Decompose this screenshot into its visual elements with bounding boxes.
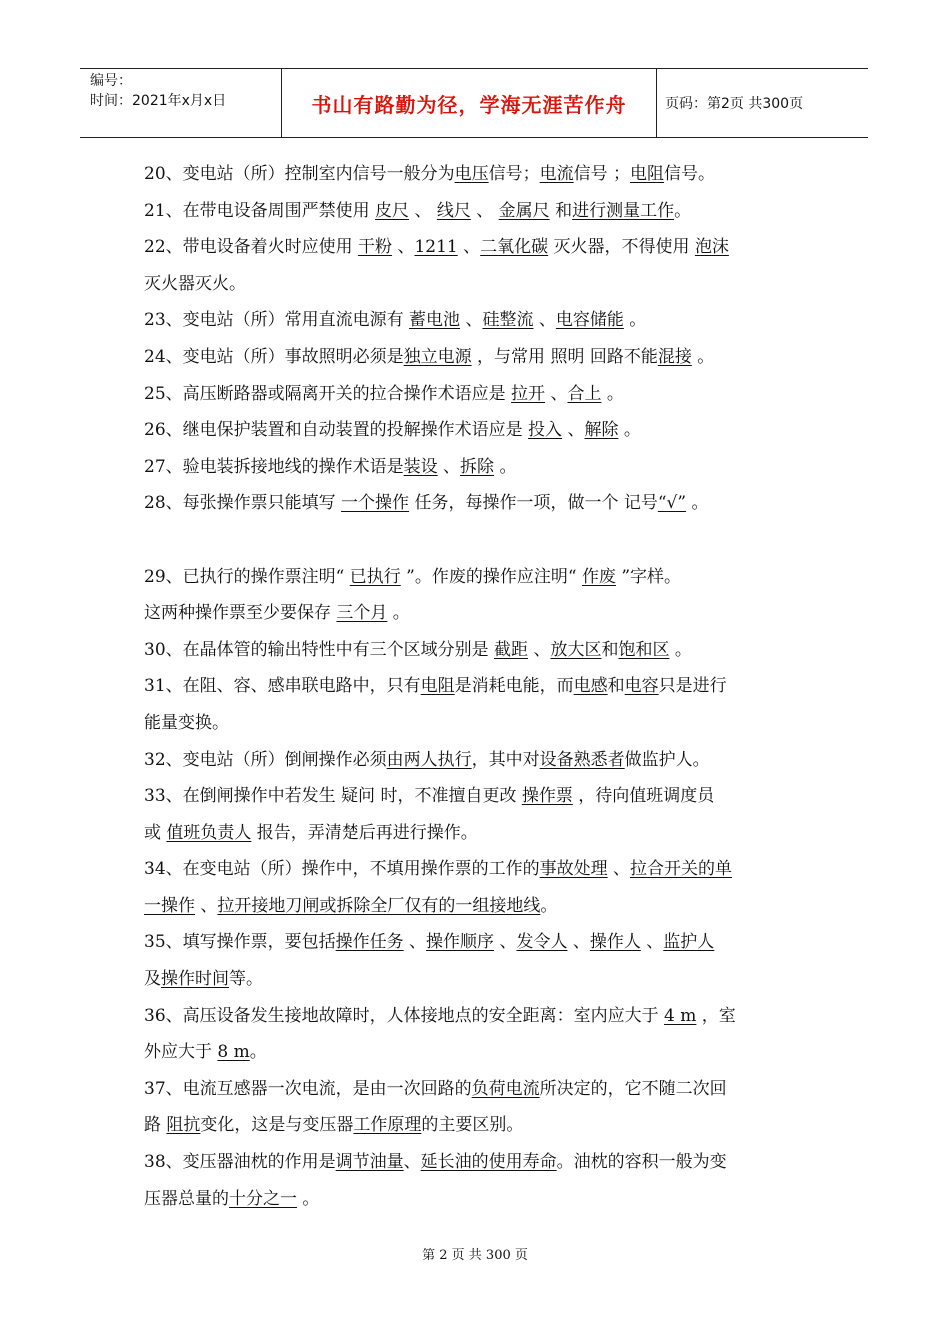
- answer-underlined: 合上: [567, 383, 602, 404]
- text-segment: 20、变电站（所）控制室内信号一般分为: [144, 164, 455, 184]
- text-line: [144, 485, 810, 522]
- answer-underlined: 饱和区: [618, 639, 670, 660]
- answer-underlined: 干粉: [358, 237, 393, 258]
- text-line: [144, 1107, 810, 1144]
- answer-underlined: 金属尺: [498, 200, 550, 221]
- text-segment: 、: [392, 237, 415, 258]
- text-segment: 29、已执行的操作票注明“: [144, 566, 350, 587]
- text-segment: 34、在变电站（所）操作中，不填用操作票的工作的: [144, 859, 540, 880]
- text-line: [144, 376, 810, 413]
- text-segment: 、: [640, 932, 664, 953]
- answer-underlined: 电压: [454, 164, 489, 184]
- text-segment: 灭火器，不得使用: [548, 237, 695, 258]
- text-segment: 和: [601, 639, 619, 660]
- answer-underlined: 工作原理: [353, 1115, 422, 1136]
- text-line: [144, 668, 810, 705]
- answer-underlined: 皮尺: [375, 200, 410, 221]
- page-footer: 第 2 页 共 300 页: [422, 1248, 528, 1263]
- text-line: [144, 193, 810, 230]
- answer-underlined: 拉合开关的单: [630, 859, 733, 880]
- text-segment: 、: [545, 383, 568, 404]
- text-segment: 21、在带电设备周围严禁使用: [144, 200, 376, 221]
- text-segment: 。油枕的容积一般为变: [556, 1152, 727, 1173]
- answer-underlined: 操作任务: [335, 932, 404, 953]
- text-segment: 能量变换。: [144, 712, 229, 733]
- text-segment: 及: [144, 969, 161, 990]
- text-segment: 等。: [229, 969, 263, 990]
- text-segment: 32、变电站（所）倒闸操作必须: [144, 749, 387, 770]
- blank-line: [144, 522, 810, 559]
- text-segment: 的主要区别。: [421, 1115, 524, 1136]
- answer-underlined: 电阻: [420, 676, 455, 697]
- text-segment: 。: [601, 383, 624, 404]
- answer-underlined: 硅整流: [482, 310, 534, 331]
- header-meta: [80, 69, 282, 137]
- answer-underlined: 解除: [584, 420, 619, 441]
- answer-underlined: 一个操作: [341, 493, 410, 514]
- text-line: [144, 778, 810, 815]
- answer-underlined: 4 m: [664, 1005, 697, 1026]
- document-body: [144, 156, 810, 1217]
- header-page-info: 页码：第2页 共300页: [665, 96, 804, 112]
- text-segment: 信号。: [664, 164, 716, 184]
- answer-underlined: 电流: [539, 164, 574, 184]
- text-segment: ”。作废的操作应注明“: [400, 566, 582, 587]
- answer-underlined: 线尺: [436, 200, 471, 221]
- answer-underlined: 负荷电流: [471, 1078, 540, 1099]
- text-line: [144, 339, 810, 376]
- text-segment: 信号 ；: [573, 164, 631, 184]
- answer-underlined: 投入: [528, 420, 563, 441]
- text-segment: 这两种操作票至少要保存: [144, 603, 337, 624]
- text-segment: 27、验电装拆接地线的操作术语是: [144, 456, 404, 477]
- text-segment: ，其中对: [471, 749, 540, 770]
- answer-underlined: 截距: [494, 639, 529, 660]
- answer-underlined: 监护人: [663, 932, 715, 953]
- text-segment: 、: [457, 237, 481, 258]
- answer-underlined: 延长油的使用寿命: [420, 1152, 557, 1173]
- answer-underlined: 事故处理: [539, 859, 608, 880]
- text-segment: ，室: [696, 1005, 736, 1026]
- document-time-label: 时间：2021年x月x日: [90, 93, 227, 109]
- text-segment: 、: [403, 932, 427, 953]
- text-segment: 外应大于: [144, 1042, 218, 1063]
- text-segment: 是消耗电能，而: [454, 676, 574, 697]
- text-segment: 28、每张操作票只能填写: [144, 493, 342, 514]
- text-segment: 只是进行: [658, 676, 727, 697]
- page-header: [80, 68, 868, 138]
- text-line: [144, 851, 810, 888]
- text-segment: 。: [494, 456, 517, 477]
- answer-underlined: 三个月: [336, 603, 388, 624]
- text-line: [144, 1034, 810, 1071]
- text-segment: 、: [567, 932, 590, 953]
- answer-underlined: 调节油量: [335, 1152, 404, 1173]
- text-line: [144, 888, 810, 925]
- text-segment: 。: [686, 493, 709, 514]
- text-line: [144, 412, 810, 449]
- text-segment: 、: [195, 895, 218, 916]
- text-line: [144, 998, 810, 1035]
- text-segment: 、: [533, 310, 556, 331]
- text-segment: 做监护人。: [624, 749, 710, 770]
- text-segment: ，与常用 照明 回路不能: [471, 346, 658, 367]
- answer-underlined: 一操作: [144, 895, 195, 916]
- answer-underlined: 放大区: [550, 639, 602, 660]
- answer-underlined: 泡沫: [694, 237, 729, 258]
- text-line: [144, 559, 810, 596]
- answer-underlined: “√”: [657, 493, 687, 514]
- text-segment: 、: [607, 859, 631, 880]
- answer-underlined: 二氧化碳: [480, 237, 549, 258]
- text-segment: 变化，这是与变压器: [200, 1115, 354, 1136]
- answer-underlined: 混接: [657, 346, 692, 367]
- answer-underlined: 拆除: [460, 456, 495, 477]
- text-segment: 路: [144, 1115, 167, 1136]
- answer-underlined: 阻抗: [166, 1115, 201, 1136]
- text-line: [144, 924, 810, 961]
- text-segment: 33、在倒闸操作中若发生 疑问 时，不准擅自更改: [144, 786, 522, 807]
- answer-underlined: 装设: [403, 456, 438, 477]
- text-line: [144, 302, 810, 339]
- text-line: [144, 1071, 810, 1108]
- answer-underlined: 值班负责人: [166, 822, 252, 843]
- answer-underlined: 作废: [581, 566, 616, 587]
- text-line: [144, 705, 810, 742]
- text-segment: 、: [562, 420, 585, 441]
- text-line: [144, 815, 810, 852]
- text-segment: 。: [691, 346, 715, 367]
- text-segment: 报告，弄清楚后再进行操作。: [251, 822, 478, 843]
- text-segment: ”字样。: [615, 566, 682, 587]
- text-segment: 。: [540, 895, 558, 916]
- answer-underlined: 蓄电池: [409, 310, 461, 331]
- text-line: [144, 266, 810, 303]
- answer-underlined: 8 m: [217, 1042, 250, 1063]
- text-segment: 26、继电保护装置和自动装置的投解操作术语应是: [144, 420, 529, 441]
- answer-underlined: 独立电源: [403, 346, 472, 367]
- answer-underlined: 操作票: [521, 786, 573, 807]
- text-line: [144, 229, 810, 266]
- answer-underlined: 十分之一: [229, 1188, 297, 1209]
- answer-underlined: 电容储能: [555, 310, 624, 331]
- text-segment: 。: [623, 310, 647, 331]
- answer-underlined: 进行测量工作: [572, 200, 675, 221]
- text-segment: 、: [403, 1152, 421, 1173]
- text-segment: 30、在晶体管的输出特性中有三个区域分别是: [144, 639, 495, 660]
- document-number-label: 编号：: [90, 73, 132, 89]
- answer-underlined: 电阻: [630, 164, 665, 184]
- text-line: [144, 1144, 810, 1181]
- text-segment: 。: [249, 1042, 267, 1063]
- text-segment: ，待向值班调度员: [572, 786, 715, 807]
- text-segment: 灭火器灭火。: [144, 273, 246, 294]
- text-line: [144, 1181, 810, 1218]
- text-segment: 31、在阻、容、感串联电路中，只有: [144, 676, 421, 697]
- answer-underlined: 发令人: [516, 932, 568, 953]
- text-segment: 和: [549, 200, 573, 221]
- text-line: [144, 632, 810, 669]
- text-line: [144, 961, 810, 998]
- text-segment: 。: [387, 603, 410, 624]
- answer-underlined: 已执行: [349, 566, 401, 587]
- text-segment: 信号；: [488, 164, 540, 184]
- text-segment: 任务，每操作一项，做一个 记号: [409, 493, 658, 514]
- text-segment: 。: [669, 639, 692, 660]
- text-segment: 所决定的，它不随二次回: [539, 1078, 727, 1099]
- text-line: [144, 156, 810, 193]
- answer-underlined: 电感: [573, 676, 608, 697]
- text-segment: 24、变电站（所）事故照明必须是: [144, 346, 404, 367]
- answer-underlined: 拉开接地刀闸或拆除全厂仅有的一组接地线: [217, 895, 541, 916]
- text-segment: 35、填写操作票，要包括: [144, 932, 336, 953]
- answer-underlined: 操作人: [589, 932, 641, 953]
- text-line: [144, 449, 810, 486]
- text-segment: 38、变压器油枕的作用是: [144, 1152, 336, 1173]
- text-segment: 23、变电站（所）常用直流电源有: [144, 310, 410, 331]
- text-segment: 36、高压设备发生接地故障时，人体接地点的安全距离：室内应大于: [144, 1005, 665, 1026]
- text-segment: 、: [494, 932, 517, 953]
- answer-underlined: 拉开: [511, 383, 546, 404]
- header-motto: 书山有路勤为径，学海无涯苦作舟: [282, 69, 657, 137]
- text-segment: 或: [144, 822, 167, 843]
- text-segment: 、: [470, 200, 499, 221]
- text-segment: 、: [528, 639, 551, 660]
- text-line: [144, 742, 810, 779]
- answer-underlined: 操作顺序: [426, 932, 495, 953]
- text-segment: 22、带电设备着火时应使用: [144, 237, 359, 258]
- text-segment: 37、电流互感器一次电流，是由一次回路的: [144, 1078, 472, 1099]
- text-segment: 。: [674, 200, 692, 221]
- answer-underlined: 由两人执行: [386, 749, 472, 770]
- text-segment: 。: [297, 1188, 320, 1209]
- text-segment: 。: [618, 420, 641, 441]
- answer-underlined: 1211: [414, 237, 458, 258]
- text-segment: 、: [460, 310, 483, 331]
- answer-underlined: 电容: [624, 676, 659, 697]
- text-segment: 、: [409, 200, 437, 221]
- answer-underlined: 操作时间: [161, 969, 229, 990]
- text-segment: 和: [607, 676, 625, 697]
- text-segment: 、: [437, 456, 461, 477]
- text-segment: 25、高压断路器或隔离开关的拉合操作术语应是: [144, 383, 512, 404]
- answer-underlined: 设备熟悉者: [539, 749, 625, 770]
- text-line: [144, 595, 810, 632]
- text-segment: 压器总量的: [144, 1188, 229, 1209]
